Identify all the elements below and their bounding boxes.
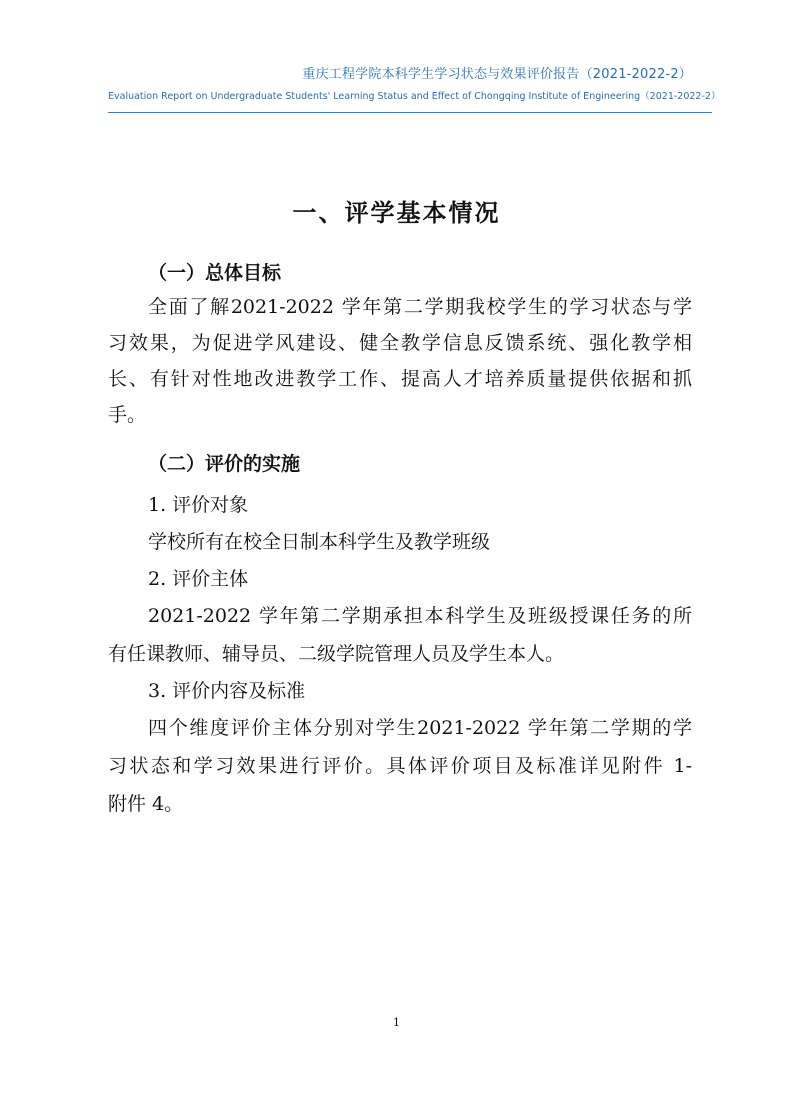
section-title: 一、评学基本情况 bbox=[292, 199, 501, 227]
item3-title: 3. 评价内容及标准 bbox=[148, 680, 306, 702]
item1-text: 学校所有在校全日制本科学生及教学班级 bbox=[148, 531, 491, 553]
overall-goal-line-3: 长、有针对性地改进教学工作、提高人才培养质量提供依据和抓 bbox=[108, 368, 692, 390]
overall-goal-heading: （一）总体目标 bbox=[148, 262, 282, 284]
overall-goal-line-2: 习效果，为促进学风建设、健全教学信息反馈系统、强化教学相 bbox=[108, 332, 692, 354]
item3-line-1: 四个维度评价主体分别对学生2021-2022 学年第二学期的学 bbox=[148, 717, 692, 739]
item3-line-3: 附件 4。 bbox=[108, 793, 184, 815]
item1-title: 1. 评价对象 bbox=[148, 494, 249, 516]
overall-goal-line-1: 全面了解2021-2022 学年第二学期我校学生的学习状态与学 bbox=[148, 296, 692, 318]
implementation-heading: （二）评价的实施 bbox=[148, 453, 301, 475]
item2-title: 2. 评价主体 bbox=[148, 568, 249, 590]
header-title-en: Evaluation Report on Undergraduate Students' Learning Status and Effect of Chongqing Institute of Engineering（2021-2022-2） bbox=[108, 91, 721, 102]
overall-goal-line-4: 手。 bbox=[108, 404, 147, 426]
header-divider bbox=[108, 112, 712, 113]
item2-line-2: 有任课教师、辅导员、二级学院管理人员及学生本人。 bbox=[108, 643, 565, 665]
header-title-cn: 重庆工程学院本科学生学习状态与效果评价报告（2021-2022-2） bbox=[302, 67, 692, 82]
item3-line-2: 习状态和学习效果进行评价。具体评价项目及标准详见附件 1- bbox=[108, 755, 692, 777]
item2-line-1: 2021-2022 学年第二学期承担本科学生及班级授课任务的所 bbox=[148, 605, 692, 627]
page-number: 1 bbox=[393, 1016, 400, 1029]
page-header bbox=[108, 66, 721, 104]
